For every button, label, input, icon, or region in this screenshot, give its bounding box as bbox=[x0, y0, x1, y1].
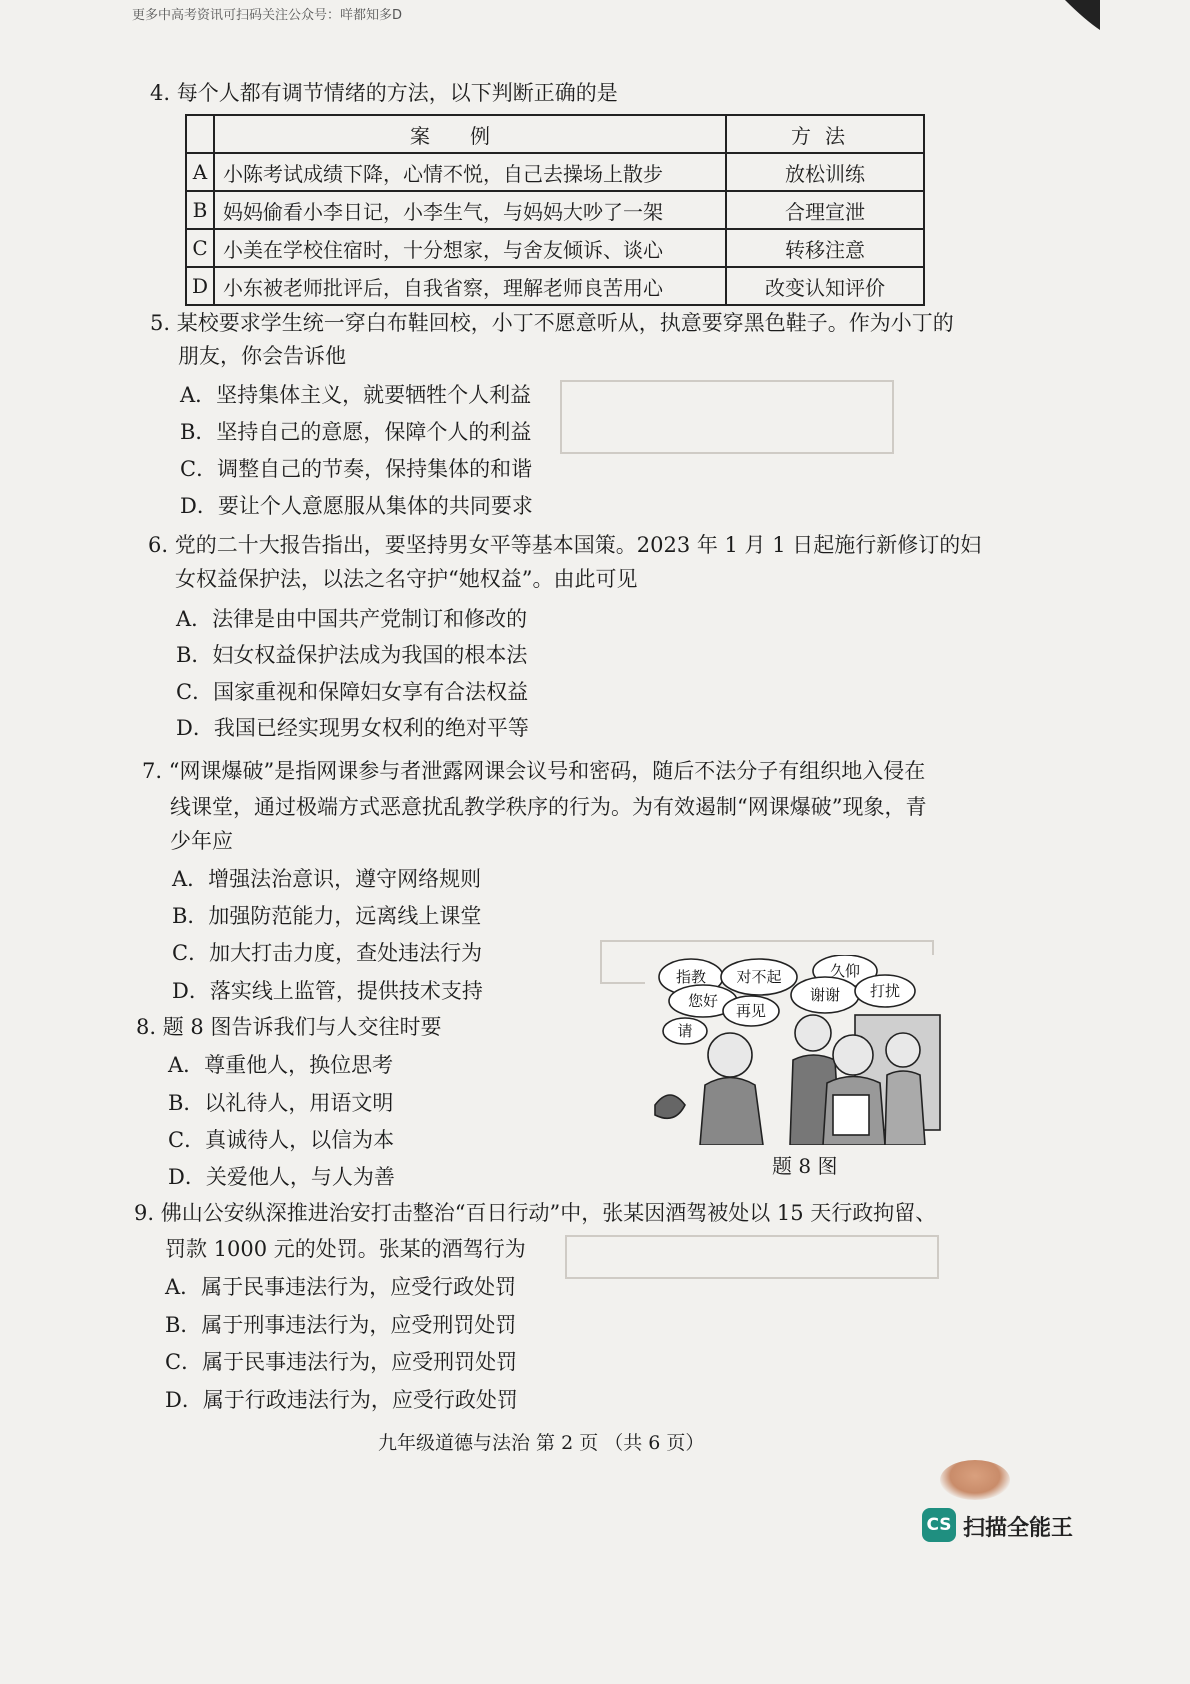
bubble-text: 打扰 bbox=[869, 982, 901, 1000]
figure-8-cartoon bbox=[645, 955, 945, 1145]
row-case: 小东被老师批评后，自我省察，理解老师良苦用心 bbox=[214, 267, 726, 305]
option-b: B．坚持自己的意愿，保障个人的利益 bbox=[180, 420, 532, 444]
question-number: 8. bbox=[136, 1015, 157, 1039]
option-b: B．以礼待人，用语文明 bbox=[168, 1091, 394, 1115]
option-d: D．要让个人意愿服从集体的共同要求 bbox=[180, 494, 533, 518]
table-row bbox=[186, 229, 924, 267]
option-d: D．落实线上监管，提供技术支持 bbox=[172, 979, 483, 1003]
question-stem-line: 某校要求学生统一穿白布鞋回校，小丁不愿意听从，执意要穿黑色鞋子。作为小丁的 bbox=[176, 311, 954, 335]
bleed-through-box bbox=[565, 1235, 939, 1279]
option-c: C．调整自己的节奏，保持集体的和谐 bbox=[180, 457, 533, 481]
case-table bbox=[185, 114, 925, 306]
question-stem-line: 少年应 bbox=[170, 829, 233, 853]
question-8 bbox=[136, 1012, 441, 1042]
question-stem-line: 党的二十大报告指出，要坚持男女平等基本国策。2023 年 1 月 1 日起施行新修订的妇 bbox=[174, 533, 982, 557]
option-d: D．我国已经实现男女权利的绝对平等 bbox=[176, 716, 529, 740]
question-number: 9. bbox=[134, 1201, 155, 1225]
question-7 bbox=[142, 756, 925, 786]
row-case: 小陈考试成绩下降，心情不悦，自己去操场上散步 bbox=[214, 153, 726, 191]
row-method: 转移注意 bbox=[726, 229, 924, 267]
row-case: 小美在学校住宿时，十分想家，与舍友倾诉、谈心 bbox=[214, 229, 726, 267]
option-c: C．国家重视和保障妇女享有合法权益 bbox=[176, 680, 529, 704]
option-a: A．属于民事违法行为，应受行政处罚 bbox=[165, 1275, 517, 1299]
bubble-text: 对不起 bbox=[736, 968, 782, 986]
option-b: B．属于刑事违法行为，应受刑罚处罚 bbox=[165, 1313, 517, 1337]
page-footer: 九年级道德与法治 第 2 页 （共 6 页） bbox=[378, 1432, 705, 1454]
question-stem-line: 朋友，你会告诉他 bbox=[178, 344, 346, 368]
table-corner bbox=[186, 115, 214, 153]
scanner-app-name: 扫描全能王 bbox=[963, 1516, 1074, 1541]
finger-shadow bbox=[940, 1460, 1010, 1500]
option-a: A．坚持集体主义，就要牺牲个人利益 bbox=[180, 383, 532, 407]
bubble-text: 您好 bbox=[687, 992, 719, 1010]
option-b: B．加强防范能力，远离线上课堂 bbox=[172, 904, 482, 928]
row-letter: D bbox=[186, 267, 214, 305]
row-letter: C bbox=[186, 229, 214, 267]
question-number: 5. bbox=[150, 311, 171, 335]
option-d: D．关爱他人，与人为善 bbox=[168, 1165, 395, 1189]
bleed-through-box bbox=[560, 380, 894, 454]
option-c: C．加大打击力度，查处违法行为 bbox=[172, 941, 483, 965]
table-row bbox=[186, 153, 924, 191]
row-case: 妈妈偷看小李日记，小李生气，与妈妈大吵了一架 bbox=[214, 191, 726, 229]
question-number: 4. bbox=[150, 81, 171, 105]
option-a: A．增强法治意识，遵守网络规则 bbox=[172, 867, 482, 891]
question-stem-line: 罚款 1000 元的处罚。张某的酒驾行为 bbox=[165, 1237, 526, 1261]
header-note: 更多中高考资讯可扫码关注公众号：咩都知多D bbox=[132, 8, 403, 23]
bubble-text: 久仰 bbox=[829, 962, 861, 980]
question-stem-line: 女权益保护法，以法之名守护“她权益”。由此可见 bbox=[175, 567, 638, 591]
row-letter: B bbox=[186, 191, 214, 229]
option-b: B．妇女权益保护法成为我国的根本法 bbox=[176, 643, 528, 667]
bubble-text: 谢谢 bbox=[809, 986, 841, 1004]
question-stem: 题 8 图告诉我们与人交往时要 bbox=[162, 1015, 442, 1039]
question-number: 7. bbox=[142, 759, 163, 783]
question-number: 6. bbox=[148, 533, 169, 557]
option-d: D．属于行政违法行为，应受行政处罚 bbox=[165, 1388, 518, 1412]
question-stem-line: 线课堂，通过极端方式恶意扰乱教学秩序的行为。为有效遏制“网课爆破”现象，青 bbox=[170, 795, 927, 819]
table-header-row bbox=[186, 115, 924, 153]
question-6 bbox=[148, 530, 981, 560]
question-5 bbox=[150, 308, 954, 338]
scanner-logo-icon: CS bbox=[922, 1508, 956, 1542]
corner-shadow bbox=[1030, 0, 1100, 50]
table-row bbox=[186, 267, 924, 305]
question-stem-line: 佛山公安纵深推进治安打击整治“百日行动”中，张某因酒驾被处以 15 天行政拘留、 bbox=[160, 1201, 937, 1225]
bubble-text: 再见 bbox=[735, 1002, 767, 1020]
row-method: 放松训练 bbox=[726, 153, 924, 191]
row-method: 改变认知评价 bbox=[726, 267, 924, 305]
option-c: C．真诚待人，以信为本 bbox=[168, 1128, 395, 1152]
question-stem-line: “网课爆破”是指网课参与者泄露网课会议号和密码，随后不法分子有组织地入侵在 bbox=[168, 759, 926, 783]
question-9 bbox=[134, 1198, 936, 1228]
option-a: A．尊重他人，换位思考 bbox=[168, 1053, 394, 1077]
option-c: C．属于民事违法行为，应受刑罚处罚 bbox=[165, 1350, 518, 1374]
column-header-method: 方法 bbox=[726, 115, 924, 153]
row-method: 合理宣泄 bbox=[726, 191, 924, 229]
option-a: A．法律是由中国共产党制订和修改的 bbox=[176, 607, 528, 631]
bubble-text: 请 bbox=[677, 1022, 693, 1040]
row-letter: A bbox=[186, 153, 214, 191]
question-stem: 每个人都有调节情绪的方法，以下判断正确的是 bbox=[176, 81, 618, 105]
figure-caption: 题 8 图 bbox=[772, 1154, 838, 1178]
column-header-case: 案例 bbox=[214, 115, 726, 153]
question-4 bbox=[150, 78, 618, 108]
bubble-text: 指教 bbox=[675, 968, 707, 986]
table-row bbox=[186, 191, 924, 229]
